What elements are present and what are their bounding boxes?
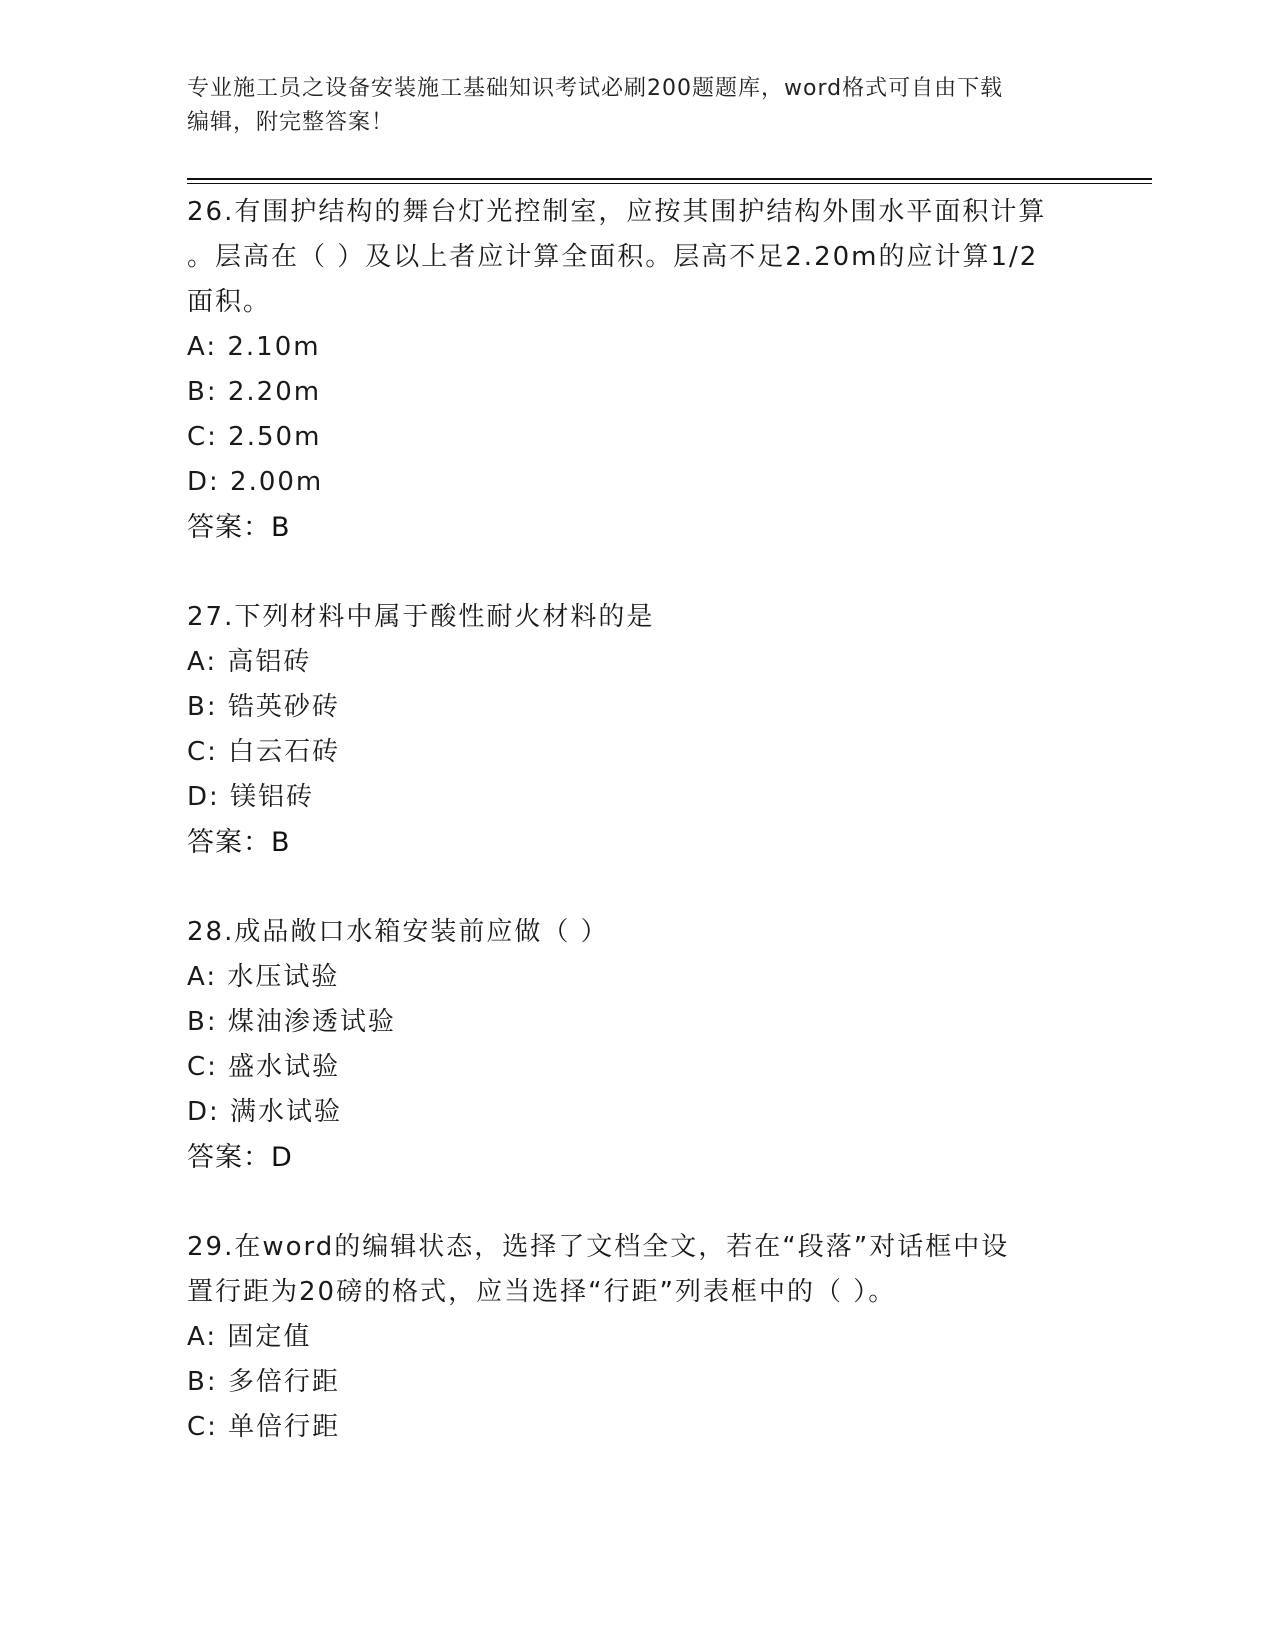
question-29 <box>187 1225 1087 1450</box>
question-28 <box>187 910 1087 1225</box>
stem-line: 28.成品敞口水箱安装前应做（ ） <box>187 917 609 947</box>
option-b: B: 2.20m <box>187 377 322 407</box>
question-stem <box>187 1225 1087 1315</box>
option-d: D: 镁铝砖 <box>187 782 315 812</box>
question-gap <box>187 865 1087 910</box>
answer-line: 答案：D <box>187 1142 293 1173</box>
option-b: B: 锆英砂砖 <box>187 692 340 722</box>
option-d: D: 2.00m <box>187 467 324 497</box>
document-header <box>187 72 1067 140</box>
answer-line: 答案：B <box>187 512 291 543</box>
question-stem <box>187 595 1087 640</box>
option-a: A: 水压试验 <box>187 962 340 992</box>
option-c: C: 白云石砖 <box>187 737 341 767</box>
option-c: C: 2.50m <box>187 422 322 452</box>
option-a: A: 高铝砖 <box>187 647 312 677</box>
question-gap <box>187 550 1087 595</box>
option-a: A: 固定值 <box>187 1322 312 1352</box>
question-list <box>187 190 1087 1450</box>
question-stem <box>187 910 1087 955</box>
header-line-1: 专业施工员之设备安装施工基础知识考试必刷200题题库，word格式可自由下载 <box>187 76 1004 101</box>
answer-line: 答案：B <box>187 827 291 858</box>
question-27 <box>187 595 1087 910</box>
option-b: B: 多倍行距 <box>187 1367 340 1397</box>
option-b: B: 煤油渗透试验 <box>187 1007 396 1037</box>
stem-line: 27.下列材料中属于酸性耐火材料的是 <box>187 602 655 632</box>
stem-line: 面积。 <box>187 287 272 317</box>
header-line-2: 编辑，附完整答案！ <box>187 110 395 135</box>
question-gap <box>187 1180 1087 1225</box>
stem-line: 26.有围护结构的舞台灯光控制室，应按其围护结构外围水平面积计算 <box>187 197 1047 227</box>
header-divider-thin <box>187 183 1152 184</box>
option-d: D: 满水试验 <box>187 1097 343 1127</box>
stem-line: 29.在word的编辑状态，选择了文档全文，若在“段落”对话框中设 <box>187 1232 1010 1262</box>
header-divider-thick <box>187 178 1152 180</box>
question-26 <box>187 190 1087 595</box>
stem-line: 。层高在（ ）及以上者应计算全面积。层高不足2.20m的应计算1/2 <box>187 242 1039 272</box>
question-stem <box>187 190 1087 325</box>
option-c: C: 盛水试验 <box>187 1052 341 1082</box>
option-c: C: 单倍行距 <box>187 1412 341 1442</box>
stem-line: 置行距为20磅的格式，应当选择“行距”列表框中的（ ）。 <box>187 1277 897 1307</box>
option-a: A: 2.10m <box>187 332 321 362</box>
